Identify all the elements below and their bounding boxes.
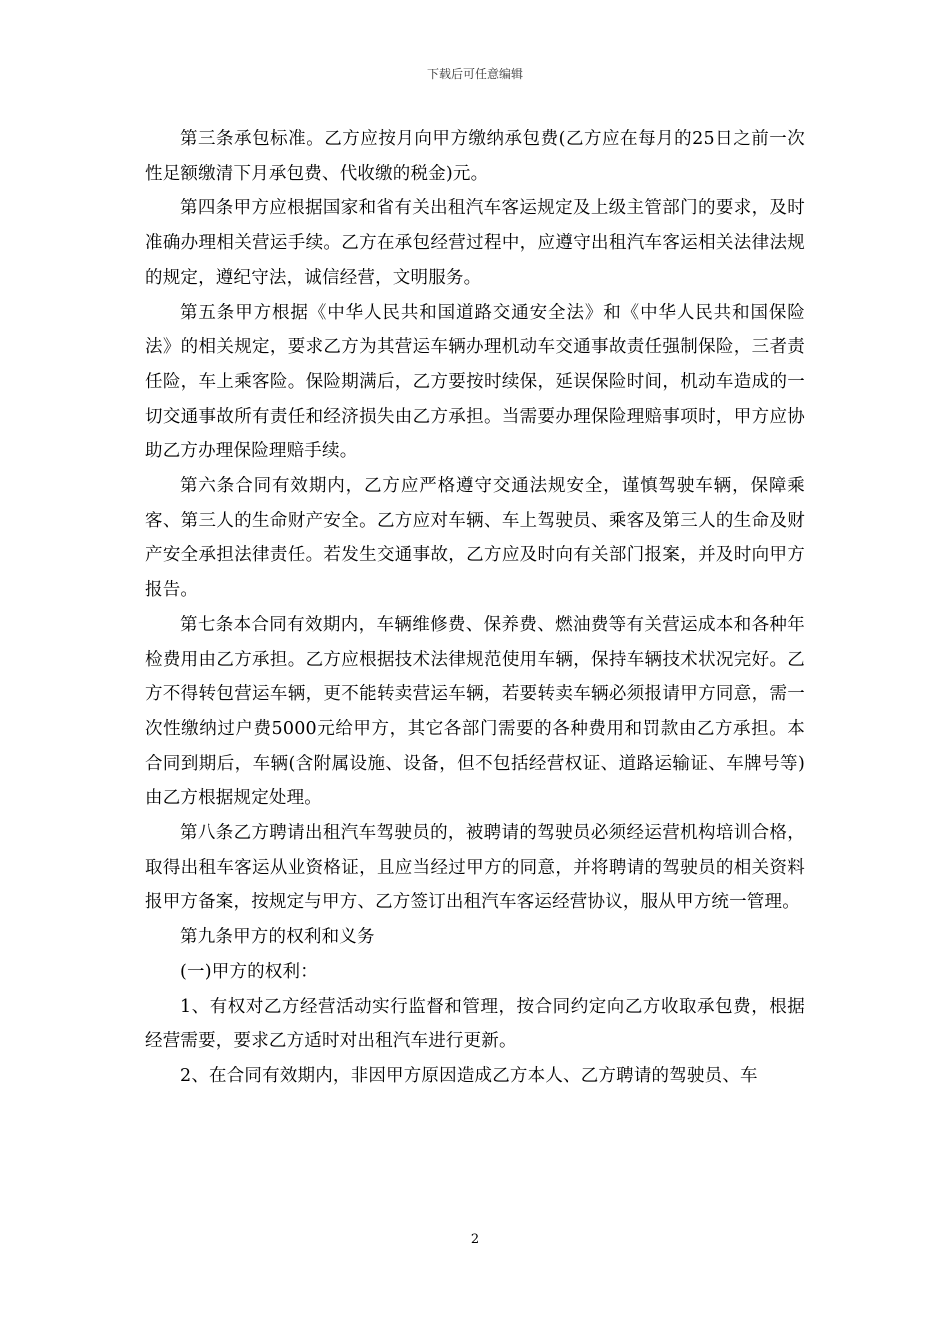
paragraph-right-2: 2、在合同有效期内，非因甲方原因造成乙方本人、乙方聘请的驾驶员、车 [180,1065,758,1086]
paragraph-article-7: 第七条本合同有效期内，车辆维修费、保养费、燃油费等有关营运成本和各种年检费用由乙方承担。乙方应根据技术法律规范使用车辆，保持车辆技术状况完好。乙方不得转包营运车辆，更不能转卖营运车辆，若要转卖车辆必须报请甲方同意，需一次性缴纳过户费5000元给甲方，其它各部门需要的各种费用和罚款由乙方承担。本合同到期后，车辆(含附属设施、设备，但不包括经营权证、道路运输证、车牌号等)由乙方根据规定处理。 [145,614,805,809]
document-body [145,122,805,1094]
paragraph-article-8: 第八条乙方聘请出租汽车驾驶员的，被聘请的驾驶员必须经运营机构培训合格，取得出租车客运从业资格证，且应当经过甲方的同意，并将聘请的驾驶员的相关资料报甲方备案，按规定与甲方、乙方签订出租汽车客运经营协议，服从甲方统一管理。 [145,823,805,913]
paragraph-article-3: 第三条承包标准。乙方应按月向甲方缴纳承包费(乙方应在每月的25日之前一次性足额缴清下月承包费、代收缴的税金)元。 [145,129,805,184]
paragraph-party-a-rights-heading: (一)甲方的权利： [180,961,318,982]
page-header: 下载后可任意编辑 [426,67,523,81]
paragraph-right-1: 1、有权对乙方经营活动实行监督和管理，按合同约定向乙方收取承包费，根据经营需要，要求乙方适时对出租汽车进行更新。 [145,996,805,1052]
page-number: 2 [470,1232,480,1247]
paragraph-article-5: 第五条甲方根据《中华人民共和国道路交通安全法》和《中华人民共和国保险法》的相关规定，要求乙方为其营运车辆办理机动车交通事故责任强制保险，三者责任险，车上乘客险。保险期满后，乙方要按时续保，延误保险时间，机动车造成的一切交通事故所有责任和经济损失由乙方承担。当需要办理保险理赔事项时，甲方应协助乙方办理保险理赔手续。 [145,302,805,462]
paragraph-article-9-heading: 第九条甲方的权利和义务 [180,927,375,948]
paragraph-article-4: 第四条甲方应根据国家和省有关出租汽车客运规定及上级主管部门的要求，及时准确办理相关营运手续。乙方在承包经营过程中，应遵守出租汽车客运相关法律法规的规定，遵纪守法，诚信经营，文明服务。 [145,198,805,288]
paragraph-article-6: 第六条合同有效期内，乙方应严格遵守交通法规安全，谨慎驾驶车辆，保障乘客、第三人的生命财产安全。乙方应对车辆、车上驾驶员、乘客及第三人的生命及财产安全承担法律责任。若发生交通事故，乙方应及时向有关部门报案，并及时向甲方报告。 [145,476,805,601]
